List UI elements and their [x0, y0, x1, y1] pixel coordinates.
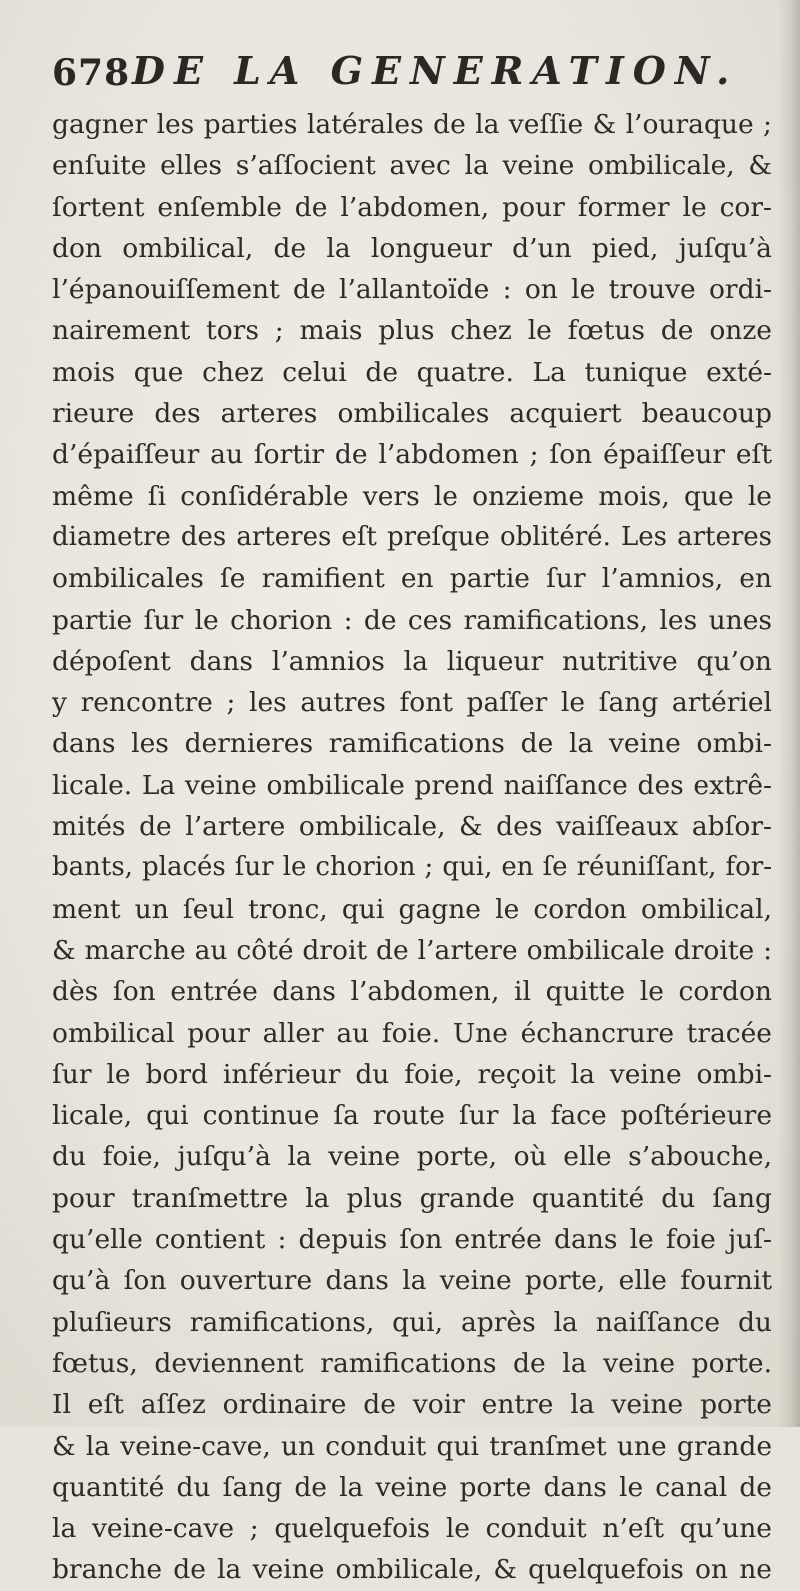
body-text — [52, 104, 772, 1591]
text-line: licale. La veine ombilicale prend naiſſance des extrê- — [52, 769, 772, 801]
text-line: même ſi conſidérable vers le onzieme mois, que le — [52, 480, 772, 512]
page-number: 678 — [52, 52, 131, 94]
text-line: dès ſon entrée dans l’abdomen, il quitte le cordon — [52, 976, 772, 1008]
text-line: rieure des arteres ombilicales acquiert beaucoup — [52, 398, 772, 430]
text-line: quantité du ſang de la veine porte dans le canal de — [52, 1471, 772, 1503]
page-header — [52, 44, 772, 102]
text-line: don ombilical, de la longueur d’un pied, juſqu’à — [52, 232, 772, 264]
text-line: ombilicales ſe ramifient en partie ſur l’amnios, en — [52, 563, 772, 595]
text-line: la veine-cave ; quelquefois le conduit n’eſt qu’une — [52, 1513, 772, 1545]
running-head: DE LA GENERATION. — [132, 48, 739, 93]
text-line: Il eſt aſſez ordinaire de voir entre la veine porte — [52, 1389, 772, 1421]
text-line: d’épaiſſeur au ſortir de l’abdomen ; ſon épaiſſeur eſt — [52, 439, 772, 471]
text-line: qu’elle contient : depuis ſon entrée dans le foie juſ- — [52, 1224, 772, 1256]
text-line: & marche au côté droit de l’artere ombilicale droite : — [52, 934, 772, 966]
text-line: enſuite elles s’aſſocient avec la veine ombilicale, & — [52, 150, 772, 182]
text-line: dépoſent dans l’amnios la liqueur nutritive qu’on — [52, 645, 772, 677]
text-line: branche de la veine ombilicale, & quelquefois on ne — [52, 1554, 772, 1586]
text-line: pour tranſmettre la plus grande quantité du ſang — [52, 1182, 772, 1214]
text-line: ſortent enſemble de l’abdomen, pour former le cor- — [52, 191, 772, 223]
text-line: fœtus, deviennent ramifications de la veine porte. — [52, 1347, 772, 1379]
text-line: bants, placés ſur le chorion ; qui, en ſe réuniſſant, for- — [52, 852, 772, 883]
text-line: diametre des arteres eſt preſque oblitéré. Les arteres — [52, 521, 772, 552]
text-line: pluſieurs ramifications, qui, après la naiſſance du — [52, 1306, 772, 1338]
text-line: partie ſur le chorion : de ces ramifications, les unes — [52, 604, 772, 636]
text-line: licale, qui continue ſa route ſur la face poſtérieure — [52, 1100, 772, 1132]
text-line: y rencontre ; les autres font paſſer le ſang artériel — [52, 687, 772, 719]
text-line: l’épanouiſſement de l’allantoïde : on le trouve ordi- — [52, 274, 772, 306]
text-line: nairement tors ; mais plus chez le fœtus de onze — [52, 315, 772, 347]
text-line: gagner les parties latérales de la veſſie & l’ouraque ; — [52, 109, 772, 140]
text-line: ſur le bord inférieur du foie, reçoit la veine ombi- — [52, 1058, 772, 1090]
text-line: ment un ſeul tronc, qui gagne le cordon ombilical, — [52, 893, 772, 925]
text-line: qu’à ſon ouverture dans la veine porte, elle fournit — [52, 1265, 772, 1297]
text-line: dans les dernieres ramifications de la veine ombi- — [52, 728, 772, 760]
text-line: ombilical pour aller au foie. Une échancrure tracée — [52, 1017, 772, 1049]
text-line: & la veine-cave, un conduit qui tranſmet une grande — [52, 1430, 772, 1462]
text-line: du foie, juſqu’à la veine porte, où elle s’abouche, — [52, 1141, 772, 1173]
page-edge-shadow — [778, 0, 800, 1427]
text-line: mois que chez celui de quatre. La tunique exté- — [52, 356, 772, 388]
text-line: mités de l’artere ombilicale, & des vaiſſeaux abſor- — [52, 811, 772, 843]
